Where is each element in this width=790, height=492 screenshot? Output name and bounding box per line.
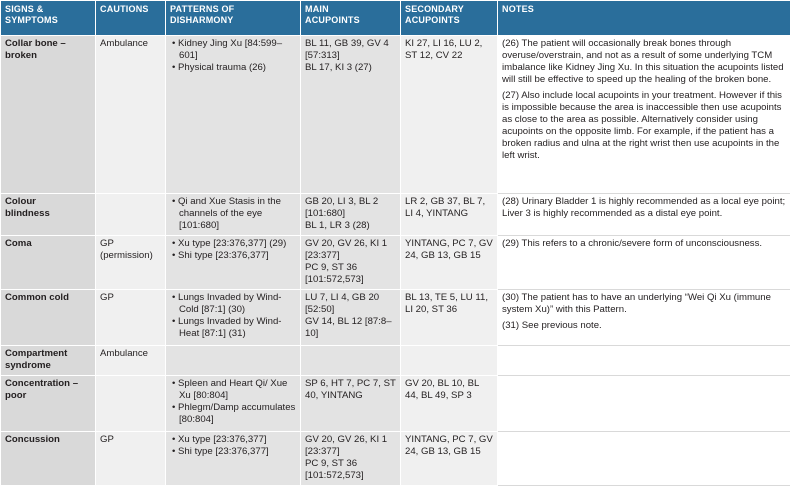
cell-main-acupoints: GB 20, LI 3, BL 2 [101:680] BL 1, LR 3 (28) [301,194,401,236]
cell-caution: Ambulance [96,36,166,194]
cell-notes [498,236,790,290]
cell-caution: GP [96,432,166,486]
cell-patterns [166,236,301,290]
cell-caution: GP (permission) [96,236,166,290]
header-secondary-acupoints: SECONDARY ACUPOINTS [401,1,498,36]
header-main-acupoints: MAIN ACUPOINTS [301,1,401,36]
pattern-item: • Physical trauma (26) [170,62,296,74]
pattern-item: • Shi type [23:376,377] [170,446,296,458]
cell-patterns [166,432,301,486]
cell-main-acupoints: LU 7, LI 4, GB 20 [52:50] GV 14, BL 12 [87:8–10] [301,290,401,346]
cell-notes [498,432,790,486]
pattern-item: • Phlegm/Damp accumulates [80:804] [170,402,296,426]
note-text: (26) The patient will occasionally break bones through overuse/overstrain, and not as a result of some underlying TCM imbalance like Kidney Jing Xu. In this situation the acupoints listed will still be effective to speed up the healing of the broken bone. [502,38,784,85]
cell-secondary-acupoints [401,346,498,376]
cell-main-acupoints [301,346,401,376]
pattern-item: • Xu type [23:376,377] (29) [170,238,296,250]
cell-patterns [166,376,301,432]
cell-patterns [166,290,301,346]
header-patterns: PATTERNS OF DISHARMONY [166,1,301,36]
note-text: (28) Urinary Bladder 1 is highly recommended as a local eye point; Liver 3 is highly recommended as a distal eye point. [502,196,786,219]
pattern-item: • Lungs Invaded by Wind-Heat [87:1] (31) [170,316,296,340]
pattern-item: • Shi type [23:376,377] [170,250,296,262]
cell-secondary-acupoints: BL 13, TE 5, LU 11, LI 20, ST 36 [401,290,498,346]
pattern-item: • Lungs Invaded by Wind-Cold [87:1] (30) [170,292,296,316]
cell-sign: Concentration – poor [1,376,96,432]
table-row [1,376,790,432]
cell-notes [498,376,790,432]
cell-sign: Common cold [1,290,96,346]
cell-caution: Ambulance [96,346,166,376]
cell-notes [498,194,790,236]
cell-patterns [166,346,301,376]
table-header [1,1,790,36]
cell-notes [498,346,790,376]
cell-caution: GP [96,290,166,346]
note-text: (29) This refers to a chronic/severe form of unconsciousness. [502,238,763,249]
pattern-item: • Kidney Jing Xu [84:599–601] [170,38,296,62]
cell-secondary-acupoints: YINTANG, PC 7, GV 24, GB 13, GB 15 [401,432,498,486]
cell-sign: Colour blindness [1,194,96,236]
table-row [1,346,790,376]
note-text: (31) See previous note. [502,320,602,331]
cell-secondary-acupoints: KI 27, LI 16, LU 2, ST 12, CV 22 [401,36,498,194]
table-row [1,194,790,236]
table-row [1,36,790,194]
cell-secondary-acupoints: YINTANG, PC 7, GV 24, GB 13, GB 15 [401,236,498,290]
header-signs: SIGNS & SYMPTOMS [1,1,96,36]
header-cautions: CAUTIONS [96,1,166,36]
cell-sign: Collar bone – broken [1,36,96,194]
cell-sign: Coma [1,236,96,290]
pattern-item: • Qi and Xue Stasis in the channels of the eye [101:680] [170,196,296,232]
cell-main-acupoints: BL 11, GB 39, GV 4 [57:313] BL 17, KI 3 (27) [301,36,401,194]
cell-secondary-acupoints: GV 20, BL 10, BL 44, BL 49, SP 3 [401,376,498,432]
cell-caution [96,194,166,236]
cell-sign: Compartment syndrome [1,346,96,376]
table-body [1,36,790,486]
cell-sign: Concussion [1,432,96,486]
cell-secondary-acupoints: LR 2, GB 37, BL 7, LI 4, YINTANG [401,194,498,236]
pattern-item: • Xu type [23:376,377] [170,434,296,446]
pattern-item: • Spleen and Heart Qi/ Xue Xu [80:804] [170,378,296,402]
cell-patterns [166,36,301,194]
cell-notes [498,290,790,346]
cell-main-acupoints: GV 20, GV 26, KI 1 [23:377] PC 9, ST 36 [101:572,573] [301,236,401,290]
cell-main-acupoints: GV 20, GV 26, KI 1 [23:377] PC 9, ST 36 [101:572,573] [301,432,401,486]
table-row [1,236,790,290]
table-row [1,432,790,486]
cell-main-acupoints: SP 6, HT 7, PC 7, ST 40, YINTANG [301,376,401,432]
note-text: (30) The patient has to have an underlying “Wei Qi Xu (immune system Xu)” with this Pattern. [502,292,771,315]
cell-notes [498,36,790,194]
table-row [1,290,790,346]
note-text: (27) Also include local acupoints in your treatment. However if this is impossible because the area is inaccessible then use acupoints as close to the area as possible. Alternatively consider using acupoints on the opposite limb. For example, if the patient has a broken radius and ulna at the right wrist then use acupoints in the left wrist. [502,90,782,161]
header-notes: NOTES [498,1,790,36]
cell-patterns [166,194,301,236]
cell-caution [96,376,166,432]
